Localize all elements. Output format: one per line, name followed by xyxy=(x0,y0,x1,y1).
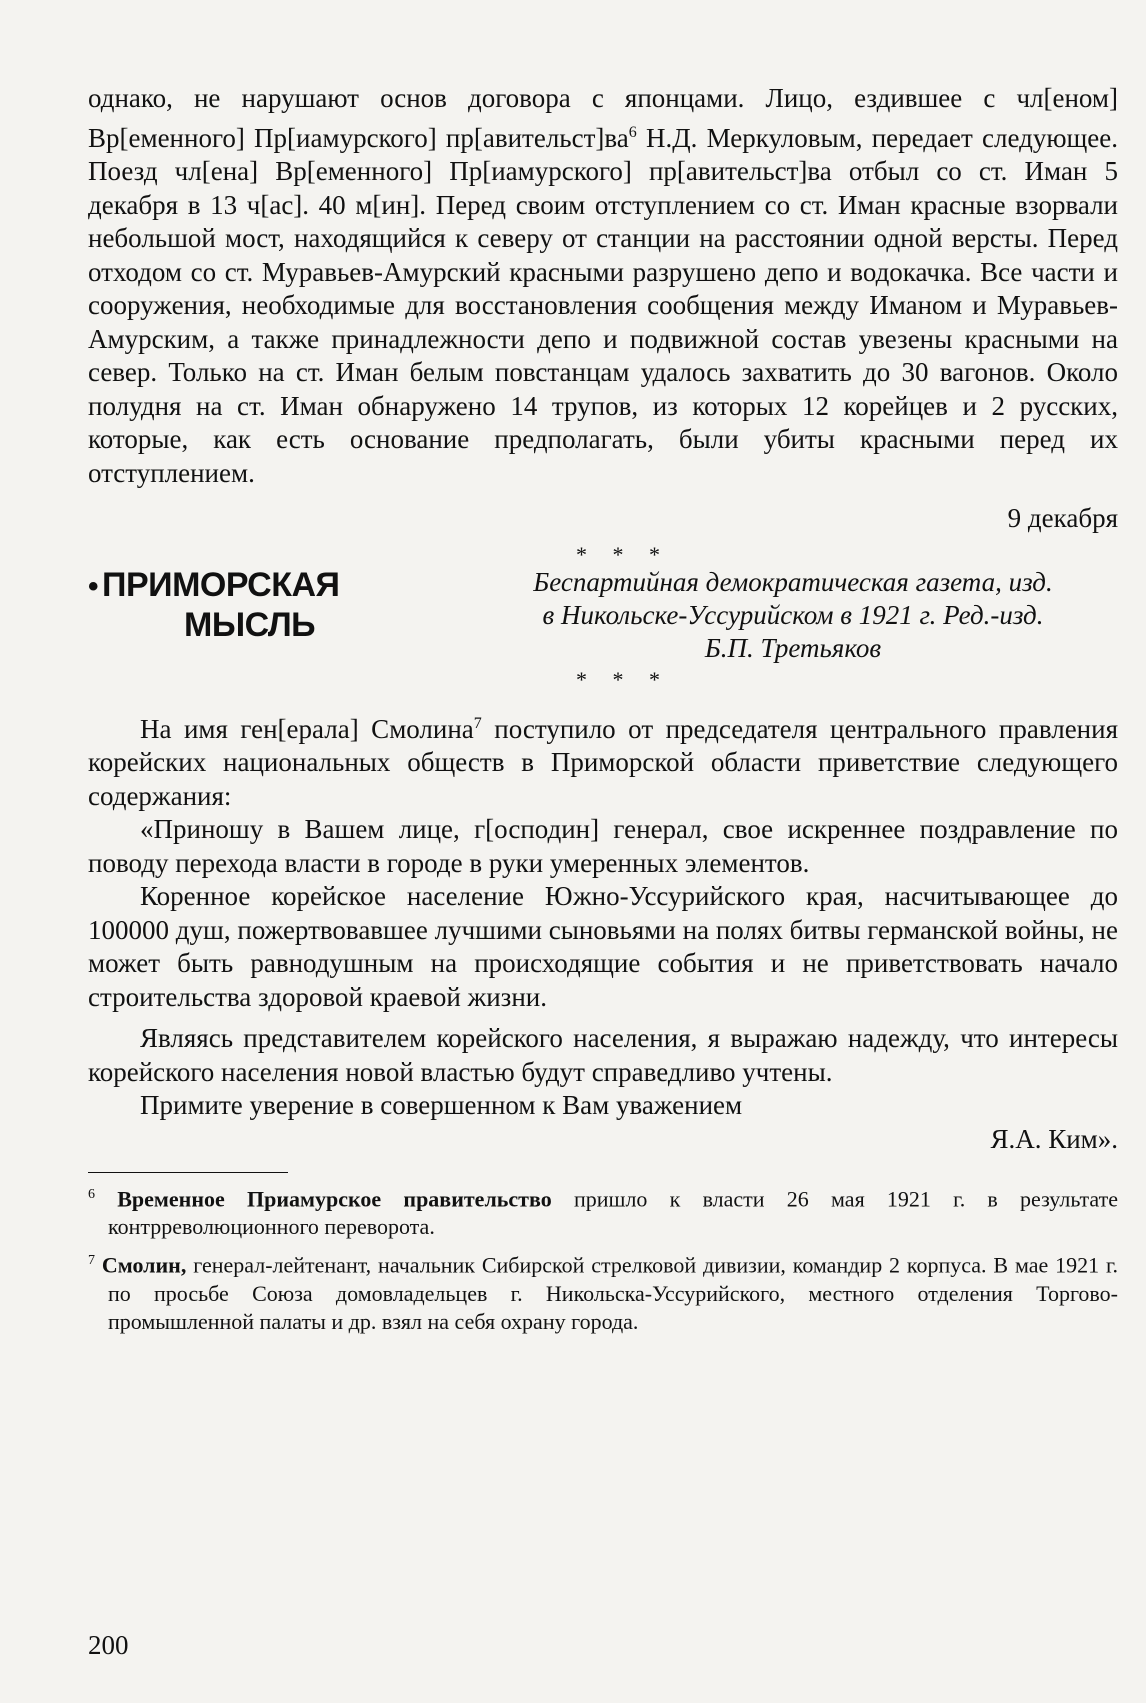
section-separator-top: * * * xyxy=(576,541,670,567)
paragraph-letter-1: «Приношу в Вашем лице, г[осподин] генерал, свое искреннее поздравление по поводу перехода власти в городе в руки умеренных элементов. xyxy=(88,814,1118,878)
newspaper-heading xyxy=(88,566,1118,665)
footnote-6 xyxy=(88,1181,1118,1241)
page-number: 200 xyxy=(88,1630,129,1660)
footnote-7 xyxy=(88,1247,1118,1335)
paragraph-greeting-intro-text: На имя ген[ерала] Смолина xyxy=(140,713,474,744)
bullet-icon: • xyxy=(88,569,99,603)
footnote-6-term: Временное Приамурское правительство xyxy=(117,1186,552,1212)
paragraph-greeting-intro-text-cont: поступило от председателя центрального правления корейских национальных обществ в Приморской области приветствие следующего содержания: xyxy=(88,713,1118,811)
section-separator-bottom: * * * xyxy=(576,666,670,692)
paragraph-letter-3: Являясь представителем корейского населения, я выражаю надежду, что интересы корейского населения новой властью будут справедливо учтены. xyxy=(88,1023,1118,1087)
newspaper-title-line2: МЫСЛЬ xyxy=(184,605,316,644)
footnote-7-number: 7 xyxy=(88,1253,95,1269)
letter-signature: Я.А. Ким». xyxy=(990,1123,1118,1154)
paragraph-report-text: однако, не нарушают основ договора с японцами. Лицо, ездившее с чл[еном] Вр[еменного] Пр[иамурского] пр[авительст]ва xyxy=(88,83,1118,153)
paragraph-report xyxy=(88,82,1118,490)
footnote-7-term: Смолин, xyxy=(101,1252,187,1278)
page-content xyxy=(88,82,1118,1336)
newspaper-title xyxy=(88,566,508,644)
newspaper-description: Беспартийная демократическая газета, изд. в Никольске-Уссурийском в 1921 г. Ред.-изд. Б.П. Третьяков xyxy=(533,566,1053,663)
footnote-6-text: пришло к власти 26 мая 1921 г. в результате контрреволюционного переворота. xyxy=(108,1186,1118,1240)
footnote-7-text: генерал-лейтенант, начальник Сибирской стрелковой дивизии, командир 2 корпуса. В мае 1921 г. по просьбе Союза домовладельцев г. Никольска-Уссурийского, местного отделения Торгово-промышленной палаты и др. взял на себя охрану города. xyxy=(108,1252,1118,1334)
paragraph-report-text-cont: Н.Д. Меркуловым, передает следующее. Поезд чл[ена] Вр[еменного] Пр[иамурского] пр[авительст]ва отбыл со ст. Иман 5 декабря в 13 ч[ас]. 40 м[ин]. Перед своим отступлением со ст. Иман красные взорвали небольшой мост, находящийся к северу от станции на расстоянии одной версты. Перед отходом со ст. Муравьев-Амурский красными разрушено депо и водокачка. Все части и сооружения, необходимые для восстановления сообщения между Иманом и Муравьев-Амурским, а также принадлежности депо и подвижной состав увезены красными на север. Только на ст. Иман белым повстанцам удалось захватить до 30 вагонов. Около полудня на ст. Иман обнаружено 14 трупов, из которых 12 корейцев и 2 русских, которые, как есть основание предполагать, были убиты красными перед их отступлением. xyxy=(88,122,1118,488)
paragraph-letter-2: Коренное корейское население Южно-Уссурийского края, насчитывающее до 100000 душ, пожертвовавшее лучшими сыновьями на полях битвы германской войны, не может быть равнодушным на происходящие события и не приветствовать начало строительства здоровой краевой жизни. xyxy=(88,881,1118,1012)
paragraph-letter-4: Примите уверение в совершенном к Вам уважением xyxy=(140,1090,743,1120)
paragraph-greeting-intro xyxy=(88,707,1118,814)
date-line: 9 декабря xyxy=(1007,503,1118,533)
footnote-ref-6[interactable]: 6 xyxy=(628,123,637,141)
footnote-ref-7[interactable]: 7 xyxy=(473,714,482,732)
footnote-6-number: 6 xyxy=(88,1187,95,1202)
newspaper-title-line1: ПРИМОРСКАЯ xyxy=(102,565,340,604)
footnote-divider xyxy=(88,1172,288,1173)
